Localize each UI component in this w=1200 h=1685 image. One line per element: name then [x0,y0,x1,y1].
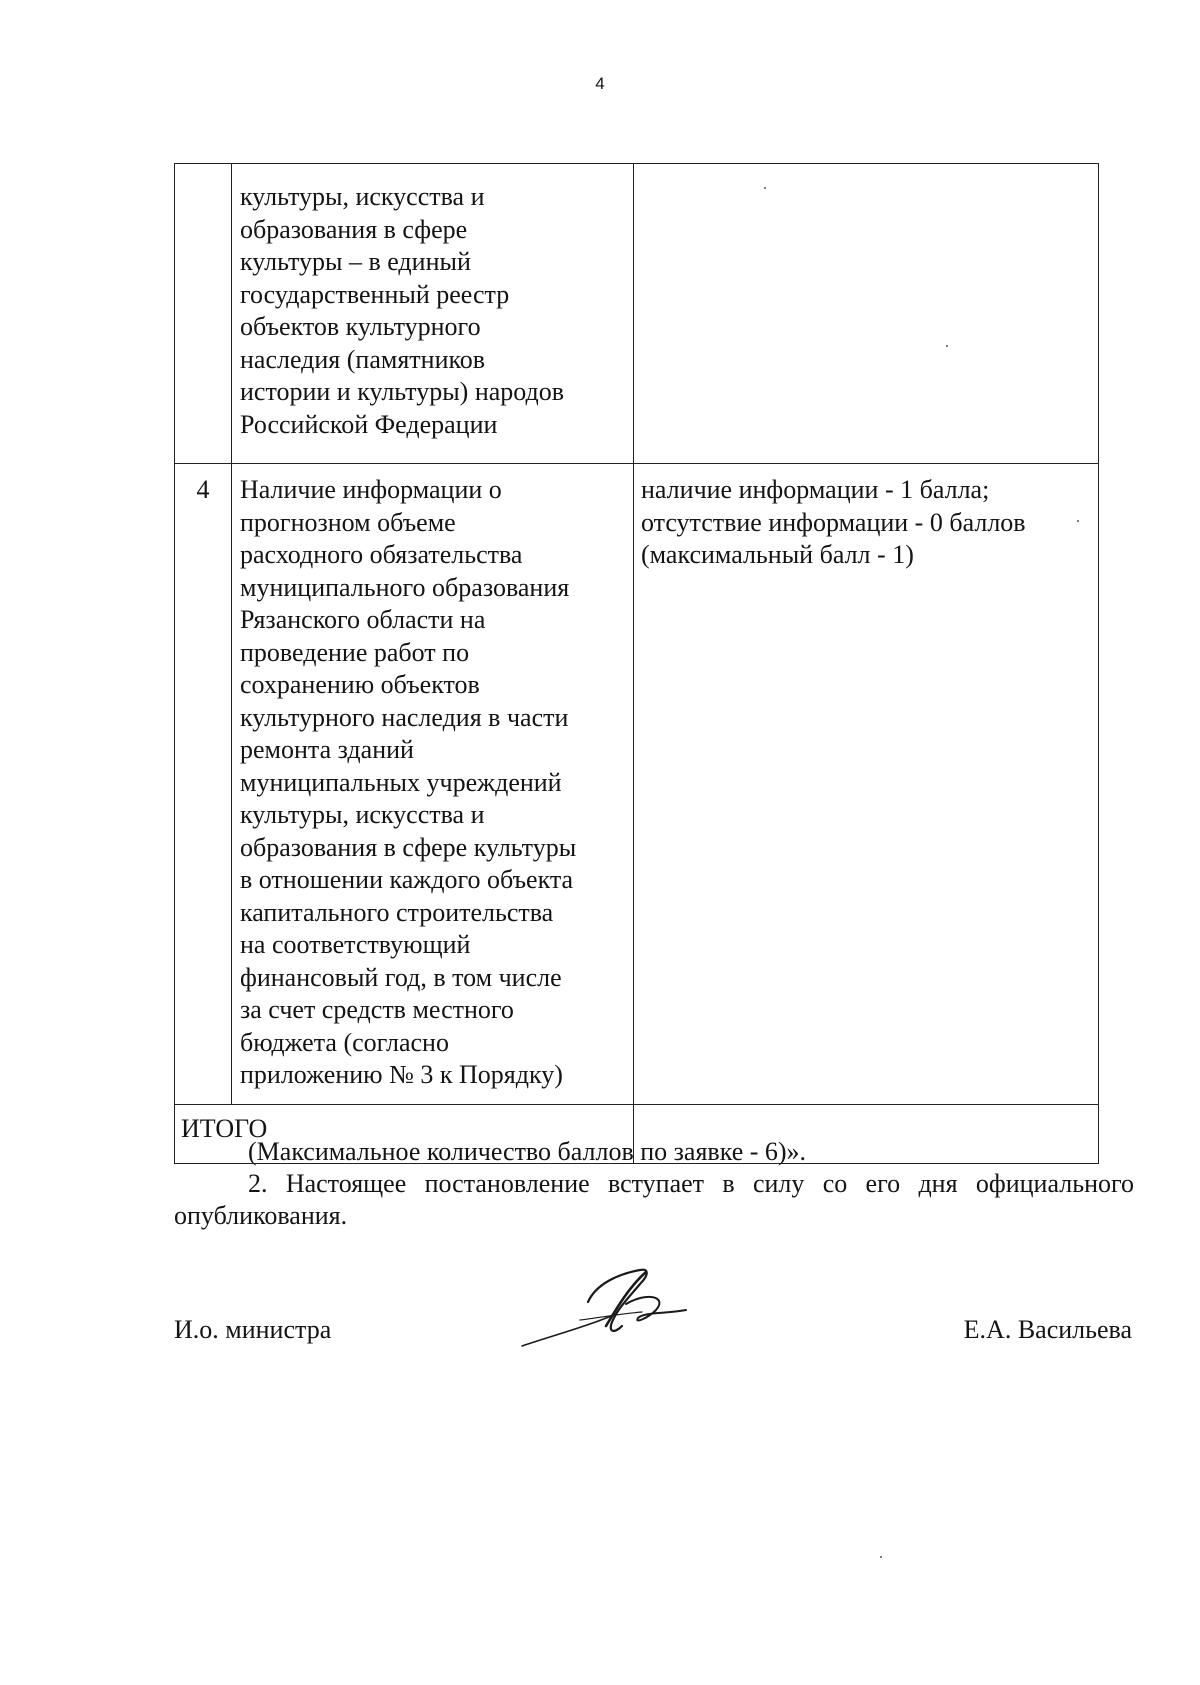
criterion-line: прогнозном объеме [240,507,456,537]
criterion-cell [232,464,634,1105]
criterion-line: ремонта зданий [240,735,414,764]
score-line: наличие информации - 1 балла; [641,475,990,504]
score-line: отсутствие информации - 0 баллов [641,507,1026,537]
total-label: ИТОГО [175,1105,634,1164]
paragraph-line: опубликования. [174,1201,348,1230]
criterion-line: капитального строительства [240,897,554,927]
criterion-line: на соответствующий [240,930,471,959]
criterion-line: культуры – в единый [240,247,471,276]
criterion-line: сохранению объектов [240,670,480,699]
criterion-line: образования в сфере культуры [240,832,577,862]
criterion-line: культуры, искусства и [240,182,485,211]
criterion-line: объектов культурного [240,312,481,341]
criterion-line: расходного обязательства [240,540,523,569]
score-cell [634,164,1099,464]
criterion-cell [232,164,634,464]
handwritten-signature [518,1262,708,1352]
max-score-note: (Максимальное количество баллов по заявке - 6)». [248,1137,807,1166]
scan-speck [880,1556,882,1558]
row-number-cell: 4 [175,464,232,1105]
criterion-line: приложению № 3 к Порядку) [240,1060,563,1089]
paragraph-line: 2. Настоящее постановление вступает в силу со его дня официального [248,1169,1134,1198]
scan-speck [764,187,766,189]
criterion-line: в отношении каждого объекта [240,865,574,894]
signatory-title: И.о. министра [174,1315,332,1344]
criterion-line: финансовый год, в том числе [240,962,562,992]
criterion-line: Российской Федерации [240,409,498,439]
criterion-line: муниципальных учреждений [240,767,562,797]
criterion-line: культуры, искусства и [240,800,485,829]
row-number-cell [175,164,232,464]
criterion-line: государственный реестр [240,279,510,309]
scan-speck [946,345,948,347]
score-cell [634,464,1099,1105]
criterion-line: Наличие информации о [240,475,502,504]
criterion-line: наследия (памятников [240,344,486,374]
criterion-line: бюджета (согласно [240,1027,449,1057]
criterion-line: культурного наследия в части [240,702,569,732]
effective-date-paragraph [174,1168,1134,1232]
criterion-line: истории и культуры) народов [240,377,565,406]
table-row [175,464,1099,1105]
criterion-line: проведение работ по [240,637,470,667]
criterion-line: образования в сфере [240,214,468,244]
criterion-line: муниципального образования [240,572,570,602]
criteria-table [174,163,1099,1164]
page-number: 4 [595,74,605,93]
criterion-line: за счет средств местного [240,995,514,1024]
signatory-name: Е.А. Васильева [963,1315,1132,1344]
criterion-line: Рязанского области на [240,605,486,634]
score-line: (максимальный балл - 1) [641,540,914,569]
table-row [175,164,1099,464]
scan-speck [1077,520,1079,522]
